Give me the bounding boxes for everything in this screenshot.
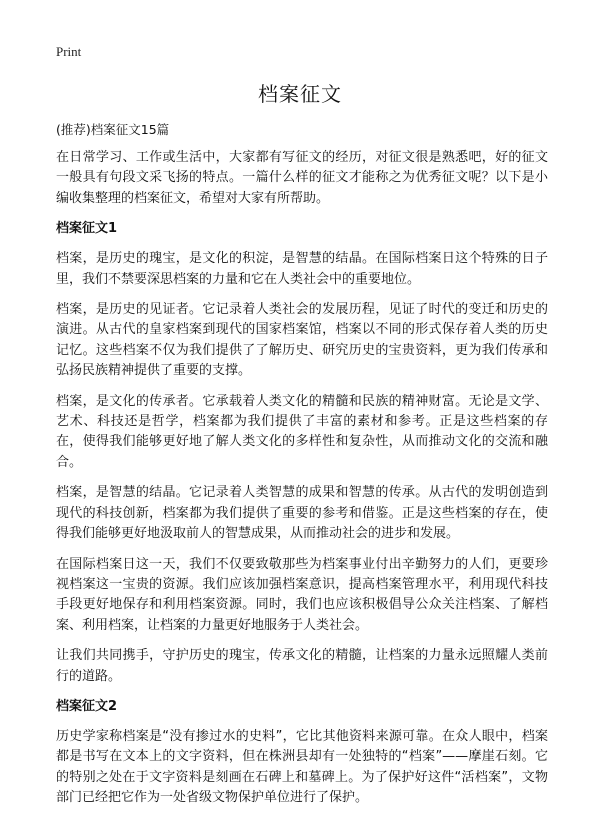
print-link[interactable]: Print (56, 44, 82, 59)
section-1-paragraph-1: 档案，是历史的瑰宝，是文化的积淀，是智慧的结晶。在国际档案日这个特殊的日子里，我们不禁要深思档案的力量和它在人类社会中的重要地位。 (56, 251, 548, 287)
section-heading-1: 档案征文1 (56, 221, 118, 237)
section-1-paragraph-2: 档案，是历史的见证者。它记录着人类社会的发展历程，见证了时代的变迁和历史的演进。从古代的皇家档案到现代的国家档案馆，档案以不同的形式保存着人类的历史记忆。这些档案不仅为我们提供了了解历史、研究历史的宝贵资料，更为我们传承和弘扬民族精神提供了重要的支撑。 (56, 302, 548, 379)
section-1-paragraph-4: 档案，是智慧的结晶。它记录着人类智慧的成果和智慧的传承。从古代的发明创造到现代的科技创新，档案都为我们提供了重要的参考和借鉴。正是这些档案的存在，使得我们能够更好地汲取前人的智慧成果，从而推动社会的进步和发展。 (56, 485, 548, 542)
intro-paragraph: 在日常学习、工作或生活中，大家都有写征文的经历，对征文很是熟悉吧，好的征文一般具有句段文采飞扬的特点。一篇什么样的征文才能称之为优秀征文呢？以下是小编收集整理的档案征文，希望对大家有所帮助。 (56, 150, 548, 206)
section-1-paragraph-3: 档案，是文化的传承者。它承载着人类文化的精髓和民族的精神财富。无论是文学、艺术、科技还是哲学，档案都为我们提供了丰富的素材和参考。正是这些档案的存在，使得我们能够更好地了解人类文化的多样性和复杂性，从而推动文化的交流和融合。 (56, 393, 548, 470)
document-subtitle: (推荐)档案征文15篇 (56, 122, 170, 137)
section-1-paragraph-6: 让我们共同携手，守护历史的瑰宝，传承文化的精髓，让档案的力量永远照耀人类前行的道路。 (56, 648, 548, 684)
document-body (56, 148, 548, 819)
section-2-paragraph-1: 历史学家称档案是“没有掺过水的史料”，它比其他资料来源可靠。在众人眼中，档案都是书写在文本上的文字资料，但在株洲县却有一处独特的“档案”——摩崖石刻。它的特别之处在于文字资料是刻画在石碑上和墓碑上。为了保护好这件“活档案”，文物部门已经把它作为一处省级文物保护单位进行了保护。 (56, 728, 548, 806)
page-title: 档案征文 (258, 82, 342, 106)
section-1-paragraph-5: 在国际档案日这一天，我们不仅要致敬那些为档案事业付出辛勤努力的人们，更要珍视档案这一宝贵的资源。我们应该加强档案意识，提高档案管理水平，利用现代科技手段更好地保存和利用档案资源。同时，我们也应该积极倡导公众关注档案、了解档案、利用档案，让档案的力量更好地服务于人类社会。 (56, 556, 548, 633)
section-heading-2: 档案征文2 (56, 698, 118, 714)
